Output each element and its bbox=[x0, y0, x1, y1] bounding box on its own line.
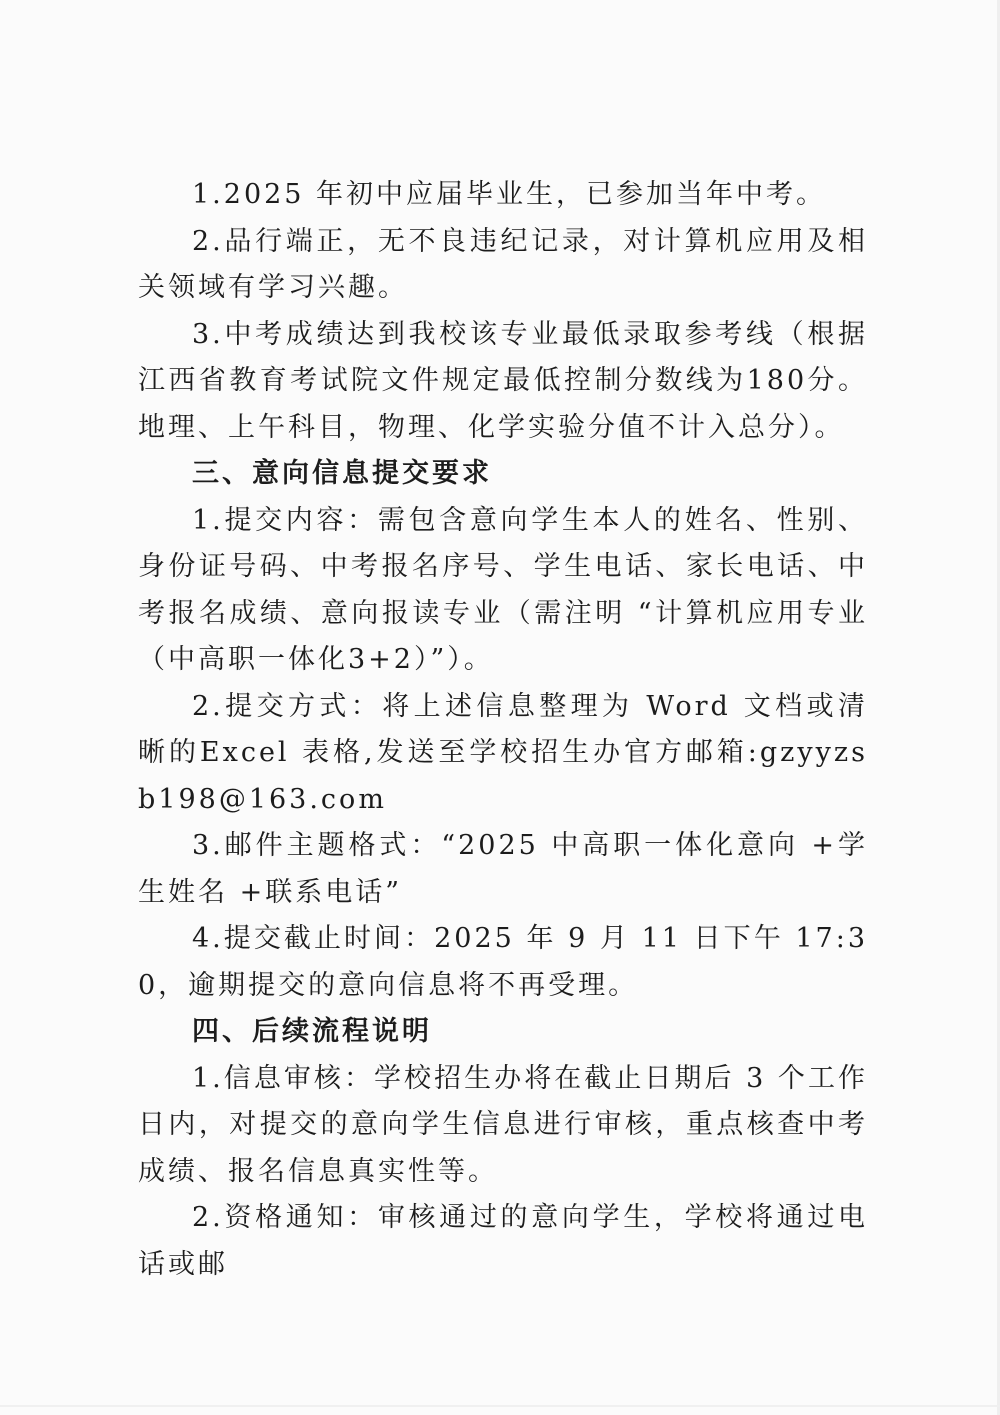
requirement-2: 2.品行端正，无不良违纪记录，对计算机应用及相关领域有学习兴趣。 bbox=[138, 225, 868, 303]
submit-deadline: 4.提交截止时间：2025 年 9 月 11 日下午 17:30，逾期提交的意向信息将不再受理。 bbox=[138, 923, 868, 1001]
submit-method: 2.提交方式：将上述信息整理为 Word 文档或清晰的Excel 表格,发送至学校招生办官方邮箱:gzyyzsb198@163.com bbox=[138, 690, 868, 815]
requirement-3: 3.中考成绩达到我校该专业最低录取参考线（根据江西省教育考试院文件规定最低控制分数线为180分。地理、上午科目，物理、化学实验分值不计入总分）。 bbox=[138, 318, 868, 443]
info-review: 1.信息审核：学校招生办将在截止日期后 3 个工作日内，对提交的意向学生信息进行审核，重点核查中考成绩、报名信息真实性等。 bbox=[138, 1062, 868, 1187]
email-subject-format: 3.邮件主题格式：“2025 中高职一体化意向 +学生姓名 +联系电话” bbox=[138, 830, 868, 908]
document-body bbox=[138, 172, 868, 1288]
section-heading-3: 三、意向信息提交要求 bbox=[192, 458, 492, 489]
section-heading-4: 四、后续流程说明 bbox=[192, 1016, 432, 1047]
qualification-notice: 2.资格通知：审核通过的意向学生，学校将通过电话或邮 bbox=[138, 1202, 868, 1280]
submit-content: 1.提交内容：需包含意向学生本人的姓名、性别、身份证号码、中考报名序号、学生电话、家长电话、中考报名成绩、意向报读专业（需注明 “计算机应用专业（中高职一体化3+2）”）。 bbox=[138, 504, 868, 675]
page-bottom-edge bbox=[0, 1405, 1000, 1407]
requirement-1: 1.2025 年初中应届毕业生，已参加当年中考。 bbox=[192, 179, 827, 210]
